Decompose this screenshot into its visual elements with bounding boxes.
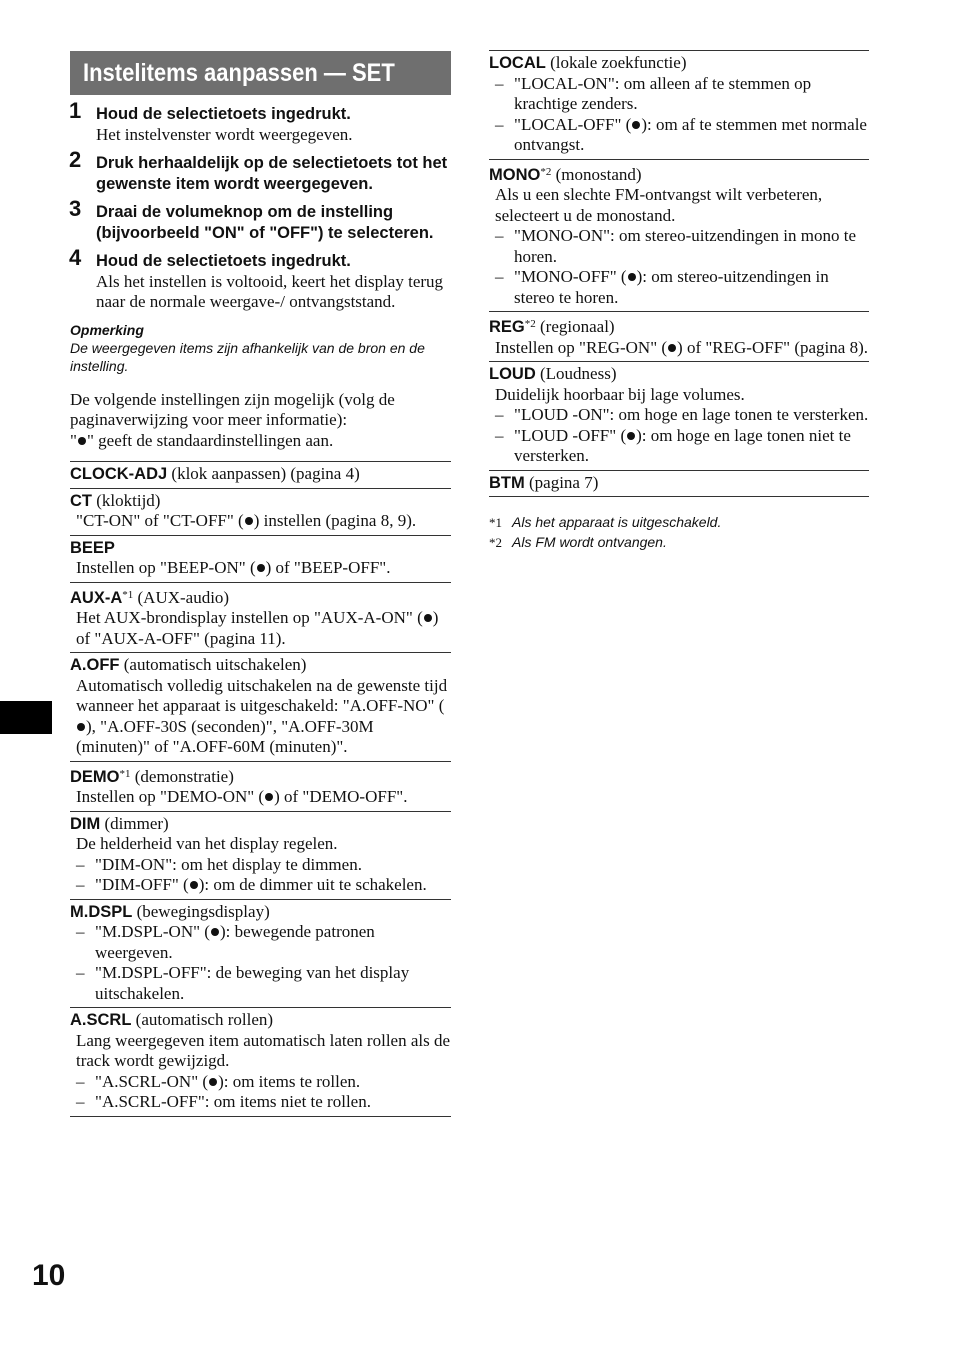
step-title: Houd de selectietoets ingedrukt.	[96, 252, 351, 270]
entry-keyword: REG	[489, 318, 525, 336]
footnote-text: Als FM wordt ontvangen.	[512, 534, 667, 550]
entry-description: (demonstratie)	[130, 766, 234, 786]
entry-local	[489, 51, 869, 160]
entry-keyword: BTM	[489, 473, 525, 492]
step-1	[69, 98, 451, 145]
entry-keyword: A.OFF	[70, 656, 120, 674]
option-text-part: "LOCAL-OFF" (	[514, 114, 632, 134]
body-text: ), "A.OFF-30S (seconden)", "A.OFF-30M (minuten)" of "A.OFF-60M (minuten)".	[76, 716, 374, 756]
footnote-mark: *1	[489, 515, 502, 530]
option-item	[489, 426, 869, 467]
section-tab-marker	[0, 701, 52, 734]
option-text-part: "LOUD -OFF" (	[514, 425, 627, 445]
entry-keyword: LOCAL	[489, 54, 546, 72]
option-item	[70, 875, 451, 896]
dash-mark: –	[495, 73, 504, 93]
section-title: Instelitems aanpassen — SET	[83, 59, 395, 87]
entry-description: (klok aanpassen) (pagina 4)	[167, 464, 360, 483]
step-2	[69, 147, 451, 194]
option-text-part: "A.SCRL-ON" (	[95, 1071, 209, 1091]
default-dot-icon	[211, 928, 219, 936]
entry-reg	[489, 312, 869, 362]
option-text	[95, 922, 451, 963]
entry-loud	[489, 362, 869, 471]
body-text: Automatisch volledig uitschakelen na de gewenste tijd wanneer het apparaat is uitgeschakeld: "A.OFF-NO" (	[76, 675, 448, 715]
option-item	[70, 1072, 451, 1093]
note-text: De weergegeven items zijn afhankelijk van de bron en de instelling.	[70, 339, 425, 374]
entry-ct	[70, 489, 451, 536]
dash-mark: –	[495, 114, 504, 134]
entry-mono	[489, 160, 869, 313]
option-item	[489, 405, 869, 426]
entry-description: (regionaal)	[535, 317, 615, 336]
step-number: 1	[69, 98, 82, 123]
body-text: ) instellen (pagina 8, 9).	[253, 511, 417, 530]
entry-description: (bewegingsdisplay)	[132, 901, 270, 921]
option-text-part: "MONO-OFF" (	[514, 267, 627, 286]
option-text: "MONO-ON": om stereo-uitzendingen in mono te horen.	[514, 226, 857, 266]
option-text-part: ): bewegende patronen weergeven.	[95, 922, 375, 962]
dash-mark: –	[495, 267, 504, 286]
footnote-ref: *1	[119, 767, 131, 780]
entry-demo	[70, 762, 451, 812]
step-title: Draai de volumeknop om de instelling (bijvoorbeeld "ON" of "OFF") te selecteren.	[96, 203, 434, 242]
entry-body: De helderheid van het display regelen.	[76, 834, 338, 853]
settings-table-left	[70, 461, 451, 1117]
entry-beep	[70, 536, 451, 583]
default-dot-icon	[77, 723, 85, 731]
entry-keyword: LOUD	[489, 365, 536, 383]
settings-table-right	[489, 50, 869, 497]
footnotes	[489, 513, 869, 553]
legend-quote: "	[70, 430, 77, 450]
option-text: "A.SCRL-OFF": om items niet te rollen.	[95, 1092, 371, 1111]
dash-mark: –	[495, 226, 504, 245]
left-column	[70, 51, 451, 1117]
step-4	[69, 245, 451, 313]
dash-mark: –	[76, 963, 85, 982]
entry-description: (automatisch rollen)	[131, 1010, 274, 1029]
default-dot-icon	[265, 793, 273, 801]
entry-keyword: CLOCK-ADJ	[70, 465, 168, 483]
option-text-part: ): om de dimmer uit te schakelen.	[198, 875, 427, 894]
body-text: ) of "BEEP-OFF".	[265, 558, 391, 577]
default-dot-icon	[668, 344, 676, 352]
option-text-part: ): om hoge en lage tonen niet te versterken.	[514, 425, 851, 465]
default-dot-icon	[78, 437, 86, 445]
entry-description: (automatisch uitschakelen)	[119, 655, 307, 674]
dash-mark: –	[76, 875, 85, 894]
entry-dim	[70, 812, 451, 900]
entry-description: (dimmer)	[100, 813, 169, 833]
legend-text: " geeft de standaardinstellingen aan.	[86, 430, 334, 450]
option-text-part: ): om items te rollen.	[218, 1071, 361, 1091]
option-item	[489, 74, 869, 115]
intro-paragraph	[70, 390, 451, 452]
body-text: Instellen op "DEMO-ON" (	[76, 787, 265, 806]
footnote-ref: *2	[540, 165, 552, 178]
dash-mark: –	[495, 425, 504, 445]
step-3	[69, 196, 451, 243]
entry-body	[70, 787, 451, 808]
entry-body: Als u een slechte FM-ontvangst wilt verbeteren, selecteert u de monostand.	[495, 185, 823, 225]
option-text	[514, 426, 869, 467]
entry-description: (lokale zoekfunctie)	[545, 53, 687, 72]
default-dot-icon	[257, 564, 265, 572]
entry-body	[70, 511, 451, 532]
body-text: Instellen op "BEEP-ON" (	[76, 558, 256, 577]
entry-btm	[489, 471, 869, 498]
section-title-bar	[70, 51, 451, 95]
entry-body	[70, 558, 451, 579]
entry-keyword: DEMO	[70, 767, 120, 786]
option-text	[514, 267, 869, 308]
entry-clock-adj	[70, 462, 451, 489]
entry-body	[70, 608, 451, 649]
option-text-part: "DIM-OFF" (	[95, 875, 189, 894]
dash-mark: –	[76, 922, 85, 941]
steps-list	[69, 98, 451, 313]
footnote-text: Als het apparaat is uitgeschakeld.	[512, 514, 722, 530]
option-item	[70, 922, 451, 963]
default-dot-icon	[627, 432, 635, 440]
entry-body	[489, 338, 869, 359]
option-text: "DIM-ON": om het display te dimmen.	[95, 854, 362, 874]
entry-description: (Loudness)	[535, 364, 617, 383]
body-text: Het AUX-brondisplay instellen op "AUX-A-ON" (	[76, 608, 423, 627]
intro-text: De volgende instellingen zijn mogelijk (volg de paginaverwijzing voor meer informatie):	[70, 389, 395, 429]
option-text-part: ): om stereo-uitzendingen in stereo te horen.	[514, 267, 829, 307]
step-number: 2	[69, 147, 82, 172]
step-number: 4	[69, 245, 82, 270]
default-dot-icon	[424, 614, 432, 622]
step-title: Druk herhaaldelijk op de selectietoets tot het gewenste item wordt weergegeven.	[96, 154, 448, 193]
option-item	[489, 115, 869, 156]
option-text	[95, 875, 451, 896]
footnote-1	[489, 513, 869, 533]
option-item	[489, 226, 869, 267]
intro-default-legend	[70, 431, 451, 452]
option-text: "M.DSPL-OFF": de beweging van het display uitschakelen.	[95, 963, 410, 1003]
entry-aux-a	[70, 583, 451, 654]
default-dot-icon	[632, 121, 640, 129]
entry-keyword: AUX-A	[70, 588, 123, 607]
footnote-ref: *2	[524, 318, 536, 330]
entry-description: (kloktijd)	[92, 490, 161, 510]
dash-mark: –	[76, 1071, 85, 1091]
step-description: Als het instellen is voltooid, keert het display terug naar de normale weergave-/ ontvangststand.	[96, 271, 444, 311]
body-text: ) of "REG-OFF" (pagina 8).	[677, 337, 868, 357]
option-text	[95, 1072, 451, 1093]
entry-body	[70, 676, 451, 758]
option-text-part: ): om af te stemmen met normale ontvangst.	[514, 114, 867, 154]
entry-description: (AUX-audio)	[133, 587, 230, 607]
footnote-2	[489, 533, 869, 553]
entry-keyword: A.SCRL	[70, 1011, 132, 1029]
right-column	[489, 50, 869, 553]
option-item	[70, 963, 451, 1004]
step-number: 3	[69, 196, 82, 221]
option-text: "LOCAL-ON": om alleen af te stemmen op krachtige zenders.	[514, 73, 812, 113]
page-number: 10	[32, 1259, 66, 1292]
entry-description: (pagina 7)	[524, 472, 599, 492]
default-dot-icon	[628, 273, 636, 281]
option-text-part: "M.DSPL-ON" (	[95, 922, 210, 941]
entry-keyword: M.DSPL	[70, 902, 133, 921]
entry-a-off	[70, 653, 451, 762]
footnote-mark: *2	[489, 535, 502, 550]
entry-body: Lang weergegeven item automatisch laten rollen als de track wordt gewijzigd.	[76, 1030, 451, 1070]
entry-keyword: DIM	[70, 814, 101, 833]
option-item	[70, 855, 451, 876]
dash-mark: –	[76, 854, 85, 874]
step-description: Het instelvenster wordt weergegeven.	[96, 124, 353, 144]
default-dot-icon	[245, 517, 253, 525]
option-item	[489, 267, 869, 308]
default-dot-icon	[190, 881, 198, 889]
entry-keyword: CT	[70, 491, 92, 510]
body-text: ) of "AUX-A-OFF" (pagina 11).	[76, 608, 439, 648]
entry-body: Duidelijk hoorbaar bij lage volumes.	[495, 384, 745, 404]
option-text	[514, 115, 869, 156]
entry-keyword: BEEP	[70, 538, 115, 557]
dash-mark: –	[76, 1092, 85, 1111]
body-text: ) of "DEMO-OFF".	[274, 787, 408, 806]
entry-a-scrl	[70, 1008, 451, 1117]
note-heading: Opmerking	[70, 321, 144, 338]
footnote-ref: *1	[122, 588, 134, 601]
entry-keyword: MONO	[489, 165, 541, 184]
option-item	[70, 1092, 451, 1113]
entry-description: (monostand)	[551, 164, 642, 184]
entry-m-dspl	[70, 900, 451, 1009]
body-text: Instellen op "REG-ON" (	[495, 337, 668, 357]
step-title: Houd de selectietoets ingedrukt.	[96, 105, 351, 123]
default-dot-icon	[209, 1078, 217, 1086]
option-text: "LOUD -ON": om hoge en lage tonen te versterken.	[514, 405, 869, 424]
body-text: "CT-ON" of "CT-OFF" (	[76, 511, 244, 530]
dash-mark: –	[495, 405, 504, 424]
